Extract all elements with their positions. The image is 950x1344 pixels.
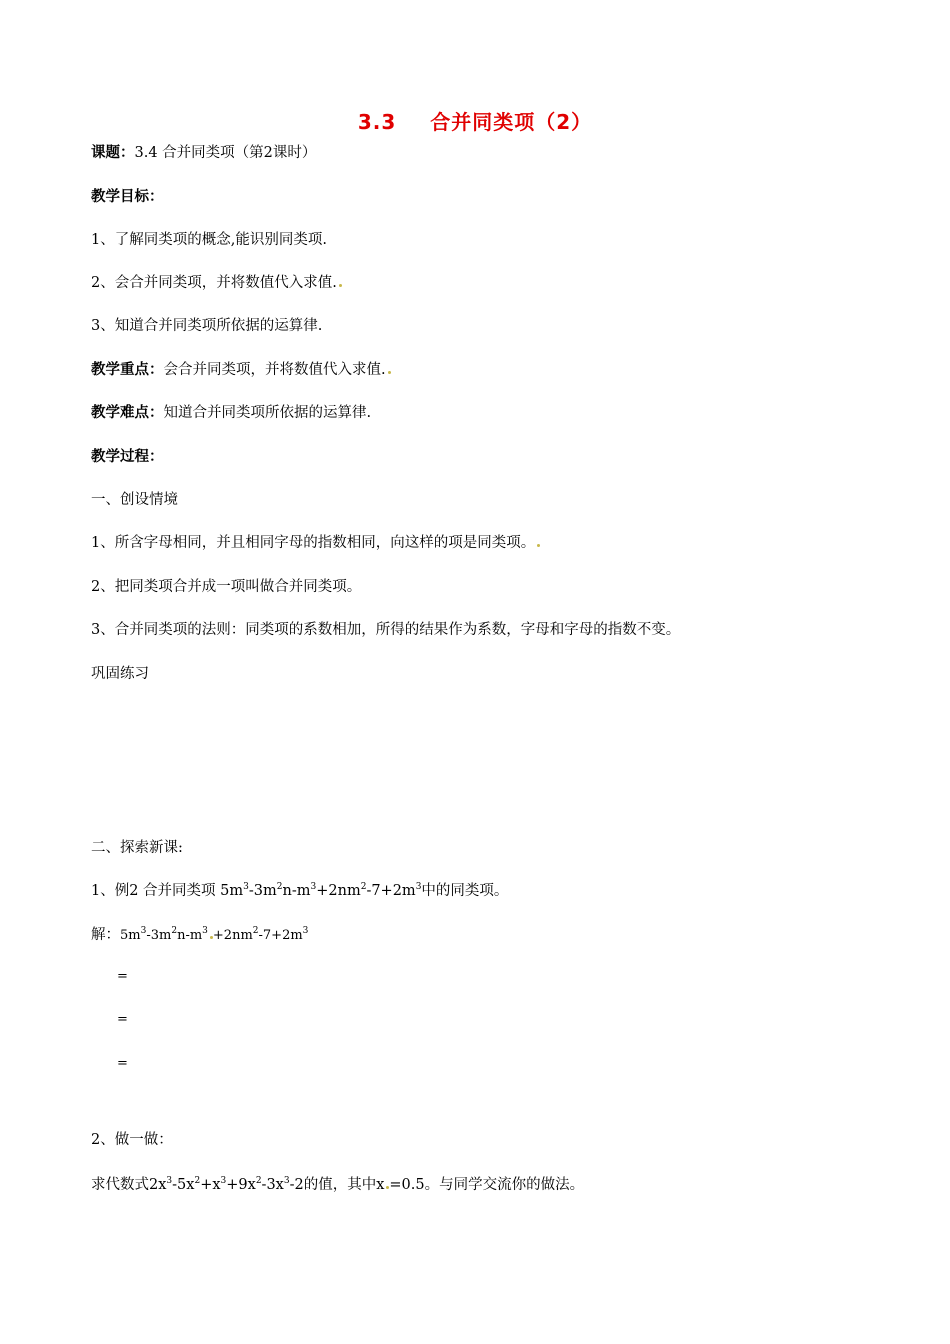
solution-line: 解：$5m^3-3m^2n-m^3 +2nm^2-7+2m^3$ — [91, 926, 309, 943]
page-title: 3.3 合并同类项（2） — [357, 110, 593, 134]
do-it-task-line: 求代数式$2x^3-5x^2+x^3+9x^2-3x^3-2$的值，其中x =0.5。与同学交流你的做法。 — [91, 1176, 585, 1193]
course-topic-line: 课题：3.4 合并同类项（第2课时） — [91, 145, 317, 161]
section-1-heading: 一、创设情境 — [91, 492, 178, 508]
section-1-item-2: 2、把同类项合并成一项叫做合并同类项。 — [91, 579, 362, 595]
equals-line-2: = — [117, 1012, 128, 1027]
equals-line-3: = — [117, 1056, 128, 1071]
goal-item-2: 2、会合并同类项，并将数值代入求值. — [91, 273, 342, 293]
goal-item-3: 3、知道合并同类项所依据的运算律. — [91, 318, 323, 334]
teaching-goals-heading: 教学目标： — [91, 189, 164, 205]
goal-item-1: 1、了解同类项的概念,能识别同类项. — [91, 232, 327, 248]
process-heading: 教学过程： — [91, 449, 164, 465]
difficulty-line: 教学难点：知道合并同类项所依据的运算律. — [91, 405, 372, 421]
practice-heading: 巩固练习 — [91, 666, 149, 682]
do-it-heading: 2、做一做： — [91, 1132, 173, 1148]
key-point-line: 教学重点：会合并同类项，并将数值代入求值. — [91, 360, 391, 380]
section-1-item-1: 1、所含字母相同，并且相同字母的指数相同，向这样的项是同类项。 — [91, 533, 540, 553]
section-1-item-3: 3、合并同类项的法则：同类项的系数相加，所得的结果作为系数，字母和字母的指数不变。 — [91, 622, 681, 638]
example-2-line: 1、例2 合并同类项 $5m^3-3m^2n-m^3+2nm^2-7+2m^3$中的同类项。 — [91, 882, 509, 899]
section-2-heading: 二、探索新课: — [91, 840, 183, 856]
equals-line-1: = — [117, 969, 128, 984]
